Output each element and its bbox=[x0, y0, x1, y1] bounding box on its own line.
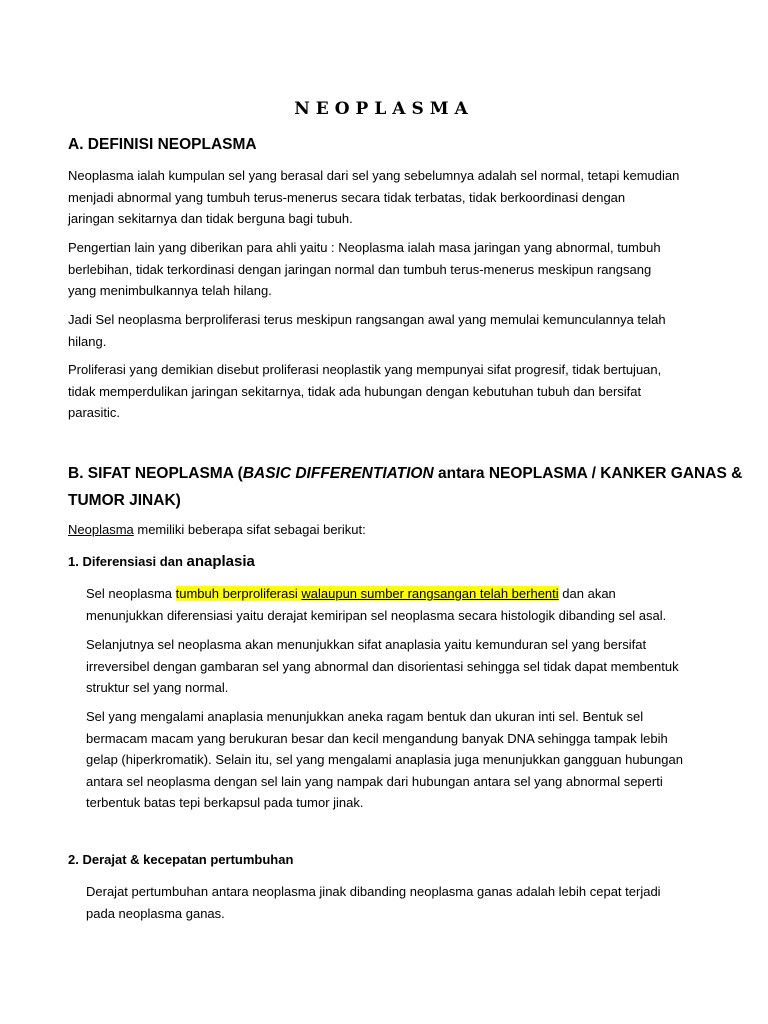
text-line: Pengertian lain yang diberikan para ahli yaitu : Neoplasma ialah masa jaringan yang abnormal, tumbuh bbox=[68, 240, 661, 255]
underlined-term: Neoplasma bbox=[68, 522, 134, 537]
text-line: Jadi Sel neoplasma berproliferasi terus meskipun rangsangan awal yang memulai kemunculannya telah bbox=[68, 312, 666, 327]
text-line: tidak memperdulikan jaringan sekitarnya, tidak ada hubungan dengan kebutuhan tubuh dan bersifat bbox=[68, 383, 642, 399]
section-a-paragraph-2 bbox=[68, 237, 661, 302]
section-b-intro bbox=[68, 519, 366, 541]
text-line: bermacam macam yang berukuran besar dan kecil mengandung banyak DNA sehingga tampak lebih bbox=[86, 730, 668, 746]
text-line: menunjukkan diferensiasi yaitu derajat kemiripan sel neoplasma secara histologik dibanding sel asal. bbox=[86, 607, 667, 623]
text-line: Selanjutnya sel neoplasma akan menunjukkan sifat anaplasia yaitu kemunduran sel yang bersifat bbox=[86, 637, 647, 652]
text-line: yang menimbulkannya telah hilang. bbox=[68, 283, 272, 298]
highlighted-text: tumbuh berproliferasi bbox=[175, 586, 298, 601]
text-line: Proliferasi yang demikian disebut proliferasi neoplastik yang mempunyai sifat progresif, tidak bertujuan, bbox=[68, 362, 662, 377]
text-line: berlebihan, tidak terkordinasi dengan jaringan normal dan tumbuh terus-menerus meskipun rangsang bbox=[68, 261, 652, 277]
text-line: pada neoplasma ganas. bbox=[86, 905, 225, 921]
subsection-1-heading bbox=[68, 552, 255, 572]
heading-text: TUMOR JINAK) bbox=[68, 492, 181, 509]
text-line: Neoplasma ialah kumpulan sel yang berasal dari sel yang sebelumnya adalah sel normal, tetapi kemudian bbox=[68, 168, 680, 183]
subsection-2-heading: 2. Derajat & kecepatan pertumbuhan bbox=[68, 852, 294, 867]
text-line: Sel neoplasma bbox=[86, 586, 176, 601]
text-line: gelap (hiperkromatik). Selain itu, sel yang mengalami anaplasia juga menunjukkan gangguan hubungan bbox=[86, 752, 683, 767]
text-line: antara sel neoplasma dengan sel lain yang nampak dari hubungan antara sel yang abnormal seperti bbox=[86, 773, 663, 789]
subheading-keyword: anaplasia bbox=[186, 553, 255, 570]
subsection-2-paragraph-1 bbox=[86, 881, 661, 924]
text-line: terbentuk batas tepi berkapsul pada tumor jinak. bbox=[86, 795, 364, 810]
subsection-1-paragraph-1 bbox=[86, 583, 666, 626]
text-line: Derajat pertumbuhan antara neoplasma jinak dibanding neoplasma ganas adalah lebih cepat terjadi bbox=[86, 884, 661, 899]
section-b-heading bbox=[68, 460, 742, 514]
text-line: memiliki beberapa sifat sebagai berikut: bbox=[133, 522, 366, 537]
subsection-1-paragraph-2 bbox=[86, 634, 679, 699]
heading-italic-text: BASIC DIFFERENTIATION bbox=[242, 465, 434, 482]
section-a-heading: A. DEFINISI NEOPLASMA bbox=[68, 136, 257, 153]
section-a-paragraph-3 bbox=[68, 309, 666, 352]
text-line: struktur sel yang normal. bbox=[86, 680, 229, 695]
text-line: irreversibel dengan gambaran sel yang abnormal dan disorientasi sehingga sel tidak dapat membentuk bbox=[86, 658, 679, 674]
subsection-1-paragraph-3 bbox=[86, 706, 683, 814]
text-line: hilang. bbox=[68, 333, 107, 349]
heading-text: antara NEOPLASMA / KANKER GANAS & bbox=[433, 465, 743, 482]
subheading-label: 1. Diferensiasi dan bbox=[68, 554, 187, 569]
text-line: menjadi abnormal yang tumbuh terus-menerus secara tidak terbatas, tidak berkoordinasi dengan bbox=[68, 189, 626, 205]
section-a-paragraph-1 bbox=[68, 165, 679, 230]
section-a-paragraph-4 bbox=[68, 359, 661, 424]
text-line: dan akan bbox=[558, 586, 616, 601]
highlighted-underlined-text: walaupun sumber rangsangan telah berhenti bbox=[301, 586, 559, 601]
heading-text: B. SIFAT NEOPLASMA ( bbox=[68, 465, 243, 482]
text-line: Sel yang mengalami anaplasia menunjukkan aneka ragam bentuk dan ukuran inti sel. Bentuk sel bbox=[86, 709, 644, 724]
document-title: NEOPLASMA bbox=[294, 99, 474, 119]
text-line: jaringan sekitarnya dan tidak berguna bagi tubuh. bbox=[68, 211, 353, 226]
text-line: parasitic. bbox=[68, 405, 121, 420]
